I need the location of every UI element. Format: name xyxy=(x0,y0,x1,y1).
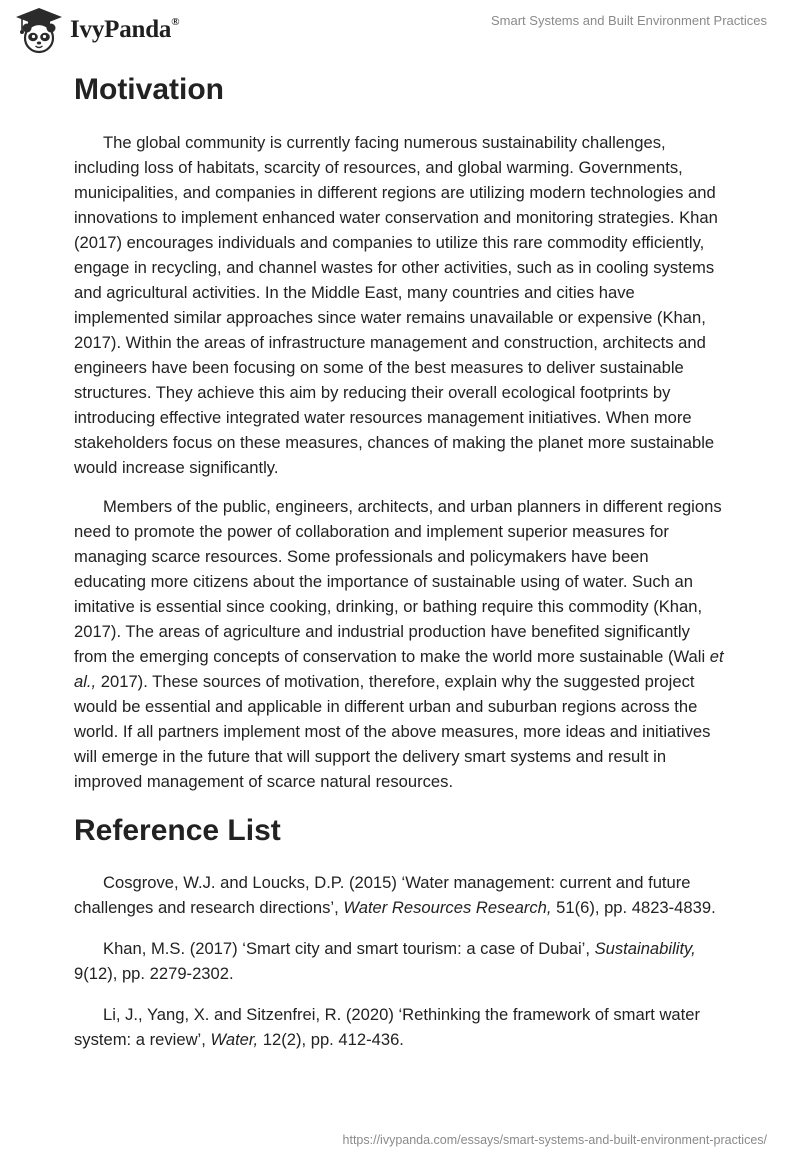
citation-et-al: et al., xyxy=(74,647,724,691)
reference-journal: Water, xyxy=(210,1030,259,1049)
logo-wordmark: IvyPanda® xyxy=(70,15,180,43)
reference-item: Khan, M.S. (2017) ‘Smart city and smart tourism: a case of Dubai’, Sustainability, 9(12), pp. 2279-2302. xyxy=(74,939,696,983)
section-heading-motivation: Motivation xyxy=(74,73,224,106)
logo[interactable] xyxy=(14,6,179,54)
page-header xyxy=(0,0,800,60)
reference-journal: Sustainability, xyxy=(594,939,696,958)
reference-item: Cosgrove, W.J. and Loucks, D.P. (2015) ‘Water management: current and future challenges and research directions’, Water Resources Research, 51(6), pp. 4823-4839. xyxy=(74,873,716,917)
body-paragraph: The global community is currently facing numerous sustainability challenges, including loss of habitats, scarcity of resources, and global warming. Governments, municipalities, and companies in different regions are utilizing modern technologies and innovations to implement enhanced water conservation and monitoring strategies. Khan (2017) encourages individuals and companies to utilize this rare commodity efficiently, engage in recycling, and channel wastes for other activities, such as in cooling systems and agricultural activities. In the Middle East, many countries and cities have implemented similar approaches since water remains unavailable or expensive (Khan, 2017). Within the areas of infrastructure management and construction, architects and engineers have been focusing on some of the best measures to deliver sustainable structures. They achieve this aim by reducing their overall ecological footprints by introducing effective integrated water resources management initiatives. When more stakeholders focus on these measures, chances of making the planet more sustainable would increase significantly. xyxy=(74,133,718,477)
reference-item: Li, J., Yang, X. and Sitzenfrei, R. (2020) ‘Rethinking the framework of smart water system: a review’, Water, 12(2), pp. 412-436. xyxy=(74,1005,701,1049)
reference-journal: Water Resources Research, xyxy=(343,898,552,917)
body-paragraph: Members of the public, engineers, architects, and urban planners in different regions need to promote the power of collaboration and implement superior measures for managing scarce resources. Some professionals and policymakers have been educating more citizens about the importance of sustainable using of water. Such an imitative is essential since cooking, drinking, or bathing require this commodity (Khan, 2017). The areas of agriculture and industrial production have benefited significantly from the emerging concepts of conservation to make the world more sustainable (Wali et al., 2017). These sources of motivation, therefore, explain why the suggested project would be essential and applicable in different urban and suburban regions across the world. If all partners implement most of the above measures, more ideas and initiatives will emerge in the future that will support the delivery smart systems and result in improved management of scarce natural resources. xyxy=(74,497,724,791)
document-body xyxy=(74,68,724,1052)
running-title: Smart Systems and Built Environment Practices xyxy=(491,13,767,28)
section-heading-references: Reference List xyxy=(74,814,281,847)
source-url[interactable]: https://ivypanda.com/essays/smart-systems-and-built-environment-practices/ xyxy=(342,1133,767,1147)
panda-graduate-icon xyxy=(14,6,64,54)
